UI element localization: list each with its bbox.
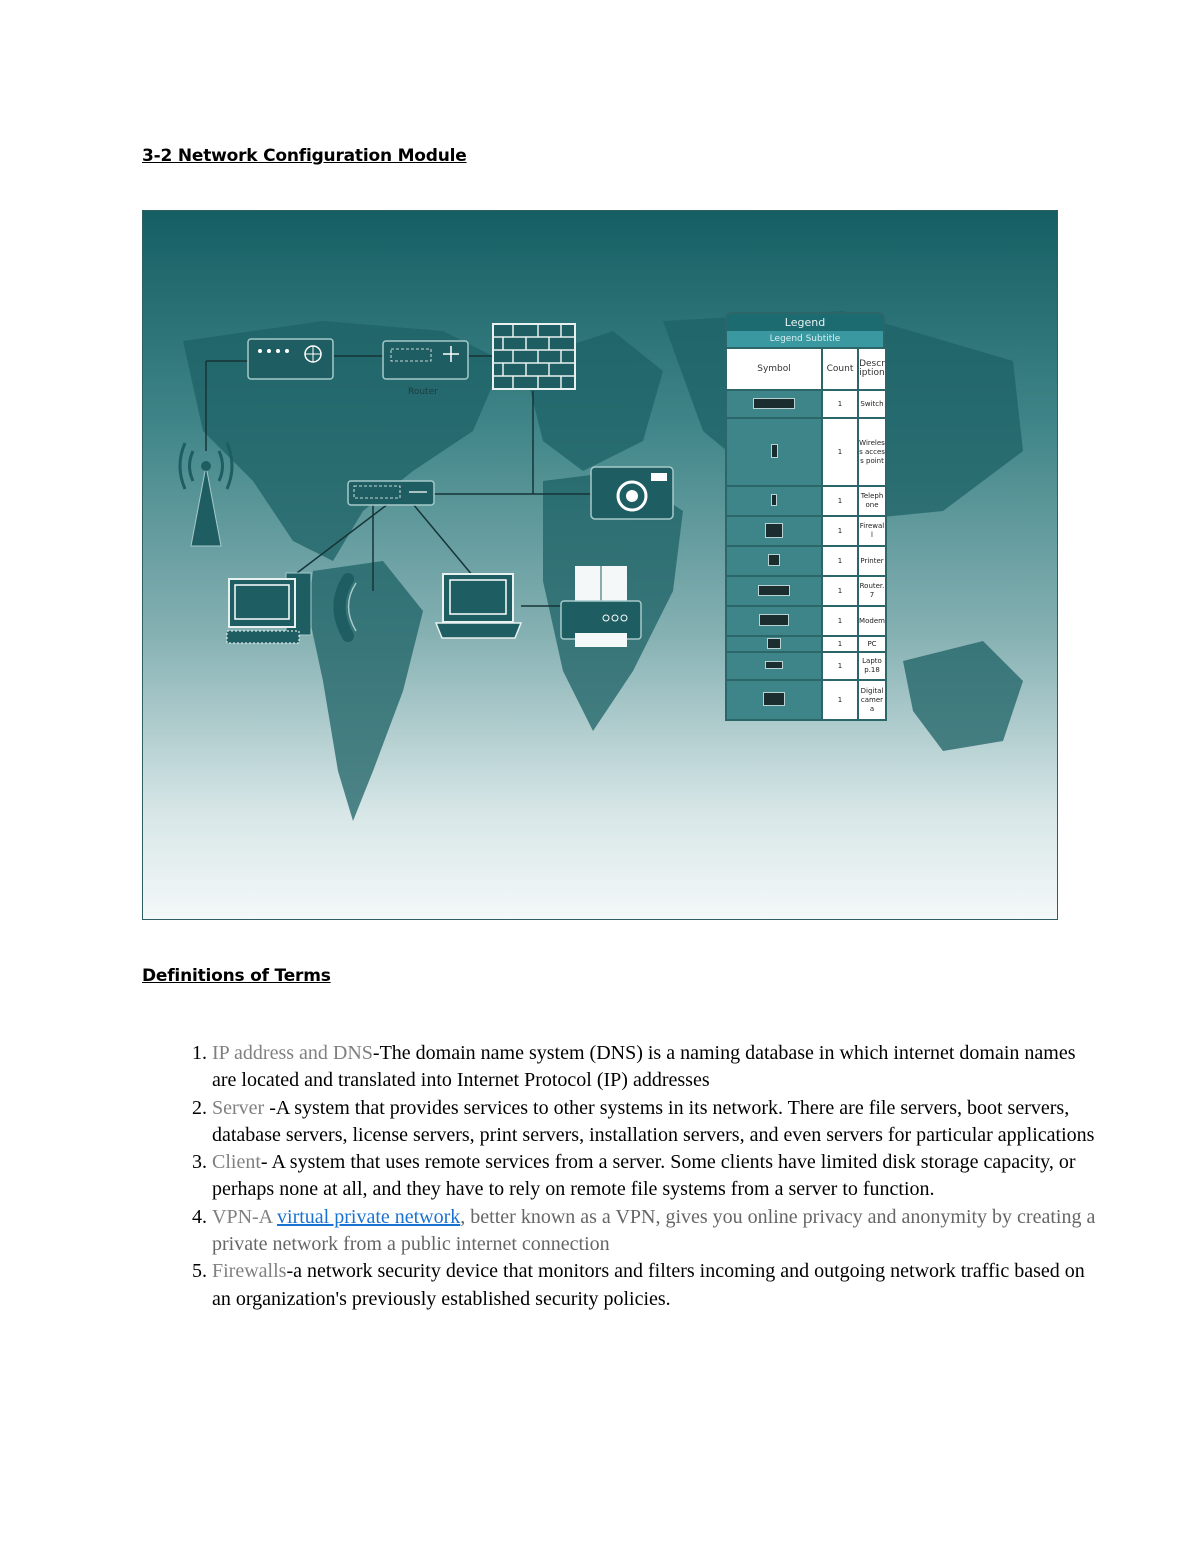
definition-term: Client [212,1151,261,1174]
modem-icon [248,339,333,379]
legend-row [726,516,886,546]
wireless-access-point-icon [726,418,822,486]
legend-header-description: Description [858,348,886,390]
legend-count: 1 [822,418,858,486]
legend-count: 1 [822,606,858,636]
legend-count: 1 [822,390,858,418]
legend-description: Laptop.18 [858,652,886,680]
definitions-heading: Definitions of Terms [142,966,331,986]
page-title: 3-2 Network Configuration Module [142,146,467,166]
switch-icon [348,481,434,505]
legend-count: 1 [822,486,858,516]
firewall-icon [493,324,575,389]
legend-header-symbol: Symbol [726,348,822,390]
router-icon [726,576,822,606]
legend [725,312,885,721]
legend-header-row [726,348,886,390]
legend-count: 1 [822,576,858,606]
legend-row [726,486,886,516]
digital-camera-icon [726,680,822,720]
definition-term: VPN-A [212,1205,278,1228]
definitions-list [178,1040,1097,1313]
list-item [212,1204,1097,1259]
legend-row [726,652,886,680]
definition-text: , better known as a VPN, gives you online privacy and anonymity by creating a private network from a public internet connection [212,1205,1096,1256]
legend-count: 1 [822,516,858,546]
network-diagram [142,210,1058,920]
vpn-link[interactable]: virtual private network [277,1205,461,1228]
legend-table [725,347,887,721]
legend-row [726,418,886,486]
legend-header-count: Count [822,348,858,390]
legend-description: Router.7 [858,576,886,606]
list-item [212,1040,1097,1095]
legend-count: 1 [822,652,858,680]
definition-term: IP address and DNS [212,1042,373,1064]
pc-icon [726,636,822,652]
telephone-icon [726,486,822,516]
list-item [212,1258,1097,1313]
legend-count: 1 [822,546,858,576]
legend-description: Wireless access point [858,418,886,486]
legend-description: Telephone [858,486,886,516]
legend-title: Legend [725,312,885,331]
wireless-access-point-icon [180,443,232,546]
legend-description: PC [858,636,886,652]
digital-camera-icon [591,467,673,519]
legend-row [726,576,886,606]
legend-description: Firewall [858,516,886,546]
legend-count: 1 [822,636,858,652]
definition-text: -a network security device that monitors and filters incoming and outgoing network traffic based on an organization's previously established security policies. [212,1260,1085,1310]
legend-row [726,546,886,576]
definition-term: Server [212,1096,270,1119]
legend-row [726,636,886,652]
laptop-icon [436,574,521,638]
legend-row [726,606,886,636]
legend-subtitle: Legend Subtitle [725,331,885,347]
firewall-icon [726,516,822,546]
legend-row [726,390,886,418]
legend-description: Printer [858,546,886,576]
legend-description: Digital camera [858,680,886,720]
router-icon [383,341,468,379]
legend-description: Modem [858,606,886,636]
switch-icon [726,390,822,418]
definition-text: -The domain name system (DNS) is a naming database in which internet domain names are located and translated into Internet Protocol (IP) addresses [212,1042,1076,1092]
definition-text: - A system that uses remote services from a server. Some clients have limited disk storage capacity, or perhaps none at all, and they have to rely on remote file systems from a server to function. [212,1151,1076,1201]
laptop-icon [726,652,822,680]
list-item [212,1095,1097,1150]
legend-count: 1 [822,680,858,720]
pc-icon [227,573,311,643]
definition-text: -A system that provides services to other systems in its network. There are file servers, boot servers, database servers, license servers, print servers, installation servers, and even servers for particular applications [212,1096,1095,1146]
router-caption: Router [408,387,438,397]
list-item [212,1149,1097,1204]
printer-icon [726,546,822,576]
modem-icon [726,606,822,636]
legend-row [726,680,886,720]
legend-description: Switch [858,390,886,418]
definition-term: Firewalls [212,1260,287,1283]
